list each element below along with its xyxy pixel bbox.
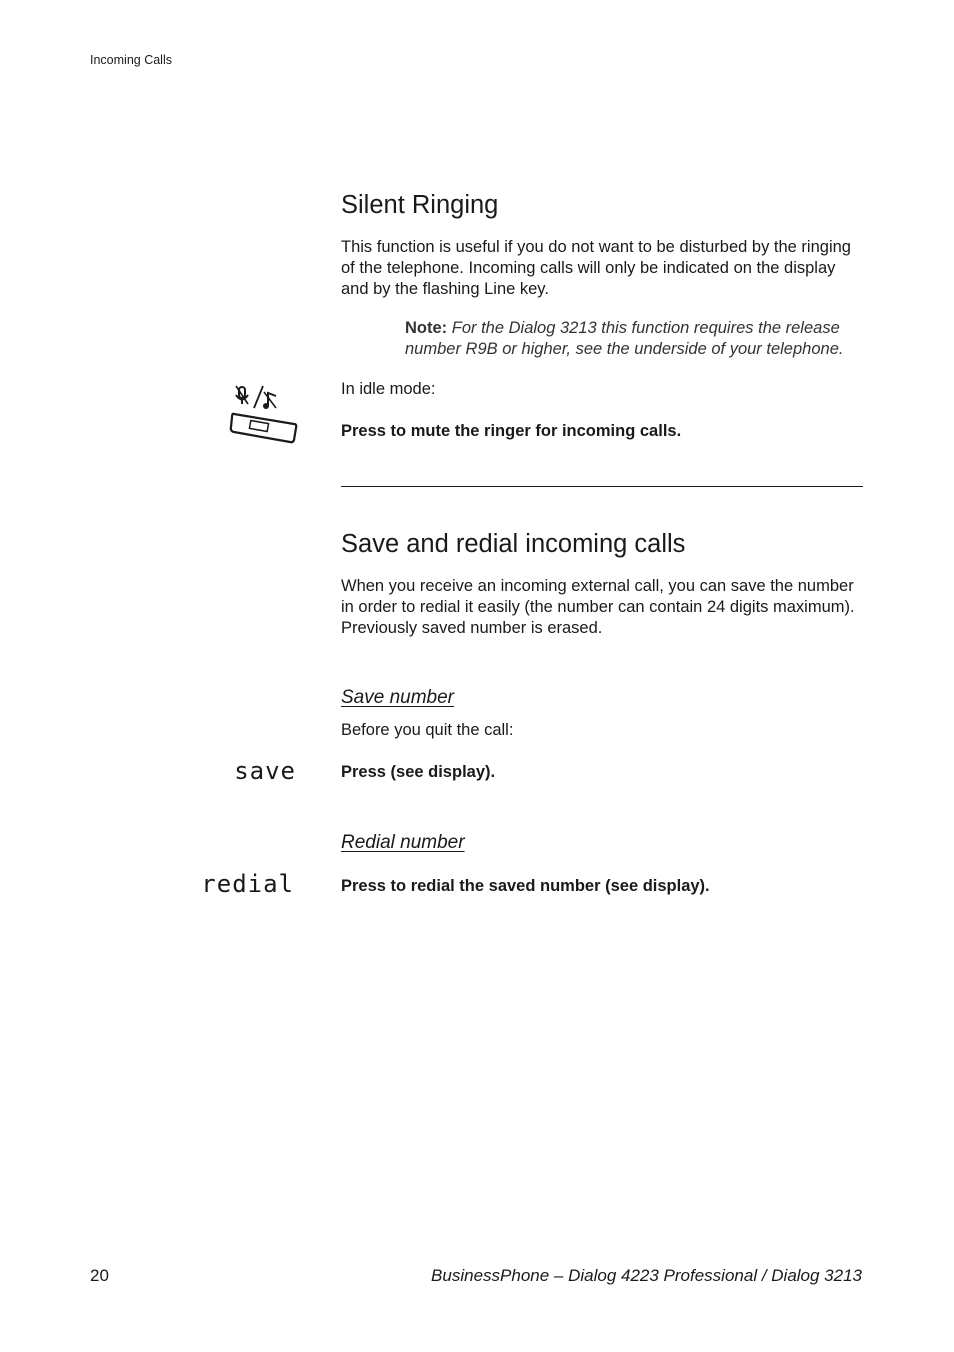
section-title-silent-ringing: Silent Ringing	[341, 191, 499, 219]
note-text: For the Dialog 3213 this function requires the release number R9B or higher, see the underside of your telephone.	[405, 319, 844, 358]
idle-mode-text: In idle mode:	[341, 380, 436, 398]
redial-instruction: Press to redial the saved number (see display).	[341, 877, 710, 895]
running-header: Incoming Calls	[90, 53, 172, 67]
mute-instruction: Press to mute the ringer for incoming calls.	[341, 422, 682, 440]
before-quit-text: Before you quit the call:	[341, 721, 514, 739]
save-redial-description: When you receive an incoming external call, you can save the number in order to redial it easily (the number can contain 24 digits maximum). Previously saved number is erased.	[341, 577, 855, 637]
note-label: Note:	[405, 319, 448, 337]
display-save-key[interactable]: save	[234, 757, 296, 785]
page-number: 20	[90, 1266, 109, 1285]
footer-title: BusinessPhone – Dialog 4223 Professional / Dialog 3213	[431, 1266, 862, 1285]
save-instruction: Press (see display).	[341, 763, 496, 781]
note	[405, 318, 875, 360]
display-redial-key[interactable]: redial	[201, 870, 294, 898]
subtitle-redial-number: Redial number	[341, 832, 465, 853]
section-title-save-redial: Save and redial incoming calls	[341, 530, 686, 558]
mute-ringer-key-icon	[228, 382, 298, 446]
section-divider	[341, 486, 863, 487]
silent-ringing-description: This function is useful if you do not want to be disturbed by the ringing of the telephone. Incoming calls will only be indicated on the display and by the flashing Line key.	[341, 238, 851, 298]
subtitle-save-number: Save number	[341, 687, 455, 708]
